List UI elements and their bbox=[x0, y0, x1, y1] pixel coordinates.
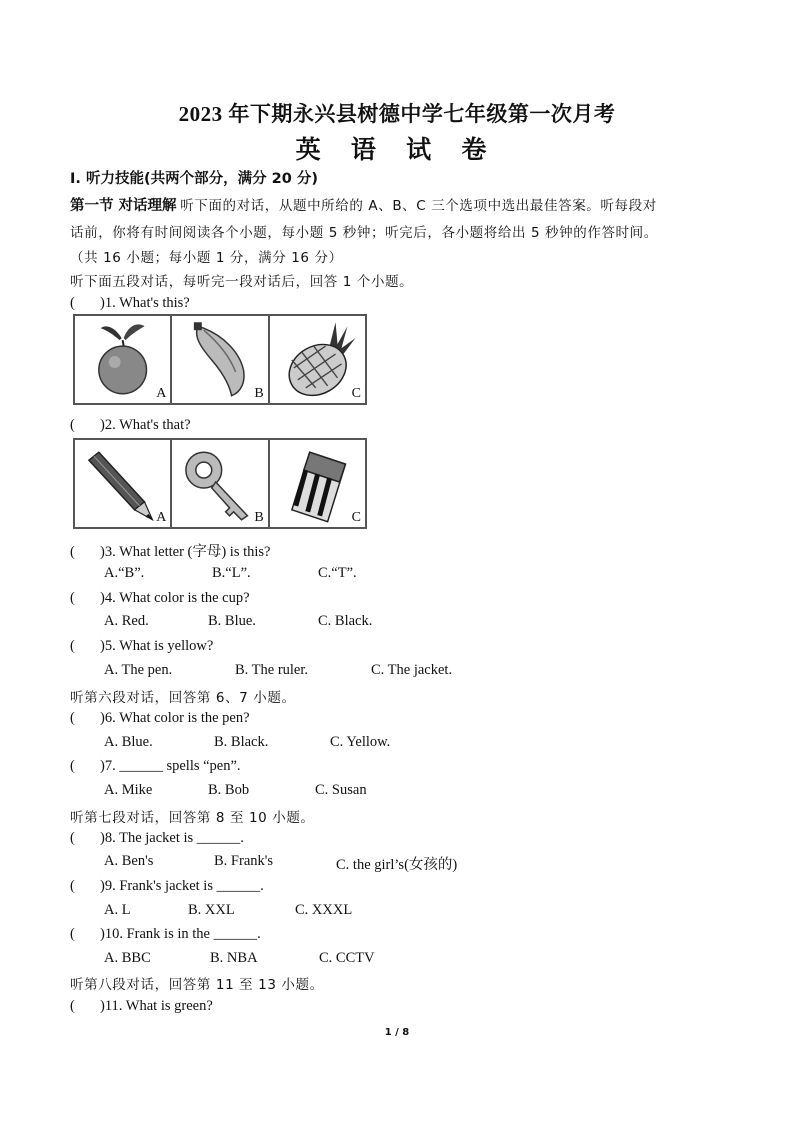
option-a[interactable]: A. Ben's bbox=[104, 853, 154, 869]
question-text: 4. What color is the cup? bbox=[104, 590, 250, 606]
picture-option-c bbox=[270, 440, 365, 527]
question-1: ( )1. What's this? bbox=[70, 295, 190, 311]
part1-heading: Ⅰ. 听力技能(共两个部分，满分 20 分) bbox=[70, 171, 318, 187]
question-7: ( )7. ______ spells “pen”. bbox=[70, 758, 241, 774]
question-3: ( )3. What letter (字母) is this? bbox=[70, 544, 271, 560]
option-a[interactable]: A. L bbox=[104, 902, 131, 918]
option-c[interactable]: C. The jacket. bbox=[371, 662, 453, 678]
question-2: ( )2. What's that? bbox=[70, 417, 191, 433]
option-a[interactable]: A. The pen. bbox=[104, 662, 173, 678]
option-c[interactable]: C. Susan bbox=[315, 782, 367, 798]
instruction-dialog-7: 听第七段对话，回答第 8 至 10 小题。 bbox=[70, 810, 315, 826]
option-b[interactable]: B. NBA bbox=[210, 950, 258, 966]
answer-blank[interactable]: ( bbox=[70, 417, 75, 433]
question-text: 1. What's this? bbox=[104, 295, 190, 311]
option-c[interactable]: C.“T”. bbox=[318, 565, 357, 581]
option-b[interactable]: B. XXL bbox=[188, 902, 235, 918]
option-a[interactable]: A. Blue. bbox=[104, 734, 153, 750]
option-a[interactable]: A. Mike bbox=[104, 782, 153, 798]
answer-blank[interactable]: ( bbox=[70, 638, 75, 654]
option-c[interactable]: C. Black. bbox=[318, 613, 373, 629]
question-1-pictures bbox=[73, 314, 367, 405]
question-6: ( )6. What color is the pen? bbox=[70, 710, 250, 726]
question-4: ( )4. What color is the cup? bbox=[70, 590, 250, 606]
answer-blank[interactable]: ( bbox=[70, 998, 75, 1014]
answer-blank[interactable]: ( bbox=[70, 544, 75, 560]
option-b[interactable]: B. Black. bbox=[214, 734, 269, 750]
question-text: 2. What's that? bbox=[104, 417, 191, 433]
exam-title: 2023 年下期永兴县树德中学七年级第一次月考 bbox=[178, 102, 616, 126]
question-10: ( )10. Frank is in the ______. bbox=[70, 926, 261, 942]
question-text: 7. ______ spells “pen”. bbox=[104, 758, 241, 774]
option-b[interactable]: B. The ruler. bbox=[235, 662, 309, 678]
picture-option-a bbox=[75, 440, 172, 527]
answer-blank[interactable]: ( bbox=[70, 295, 75, 311]
instruction-dialogs-1-5: 听下面五段对话，每听完一段对话后，回答 1 个小题。 bbox=[70, 274, 414, 290]
picture-label: A bbox=[156, 386, 167, 401]
answer-blank[interactable]: ( bbox=[70, 926, 75, 942]
question-text: 9. Frank's jacket is ______. bbox=[104, 878, 264, 894]
picture-option-c bbox=[270, 316, 365, 403]
picture-label: B bbox=[254, 386, 264, 401]
section1-label: 第一节 对话理解 bbox=[70, 198, 177, 214]
option-b[interactable]: B. Bob bbox=[208, 782, 250, 798]
question-11: ( )11. What is green? bbox=[70, 998, 213, 1014]
answer-blank[interactable]: ( bbox=[70, 758, 75, 774]
exam-subtitle: 英 语 试 卷 bbox=[295, 137, 499, 164]
option-c[interactable]: C. CCTV bbox=[319, 950, 375, 966]
question-text: 8. The jacket is ______. bbox=[104, 830, 244, 846]
question-5: ( )5. What is yellow? bbox=[70, 638, 214, 654]
answer-blank[interactable]: ( bbox=[70, 878, 75, 894]
picture-option-b bbox=[172, 440, 269, 527]
instruction-dialog-6: 听第六段对话，回答第 6、7 小题。 bbox=[70, 690, 296, 706]
option-b[interactable]: B. Frank's bbox=[214, 853, 274, 869]
section1-intro-line2: 话前，你将有时间阅读各个小题，每小题 5 秒钟；听完后，各小题将给出 5 秒钟的作答时间。 bbox=[70, 225, 658, 241]
option-b[interactable]: B. Blue. bbox=[208, 613, 256, 629]
picture-label: C bbox=[351, 386, 361, 401]
question-2-pictures bbox=[73, 438, 367, 529]
picture-option-b bbox=[172, 316, 269, 403]
answer-blank[interactable]: ( bbox=[70, 830, 75, 846]
picture-label: B bbox=[254, 510, 264, 525]
option-b[interactable]: B.“L”. bbox=[212, 565, 251, 581]
section1-intro-line1 bbox=[70, 194, 657, 215]
question-text: 5. What is yellow? bbox=[104, 638, 214, 654]
option-c[interactable]: C. Yellow. bbox=[330, 734, 391, 750]
instruction-dialog-8: 听第八段对话，回答第 11 至 13 小题。 bbox=[70, 977, 324, 993]
picture-option-a bbox=[75, 316, 172, 403]
question-9: ( )9. Frank's jacket is ______. bbox=[70, 878, 264, 894]
page-number: 1 / 8 bbox=[384, 1027, 410, 1038]
picture-label: A bbox=[156, 510, 167, 525]
section1-intro-line3: （共 16 小题；每小题 1 分，满分 16 分） bbox=[70, 250, 343, 266]
answer-blank[interactable]: ( bbox=[70, 590, 75, 606]
option-c[interactable]: C. XXXL bbox=[295, 902, 353, 918]
question-text: 6. What color is the pen? bbox=[104, 710, 250, 726]
answer-blank[interactable]: ( bbox=[70, 710, 75, 726]
question-text: 11. What is green? bbox=[104, 998, 213, 1014]
option-c[interactable]: C. the girl’s(女孩的) bbox=[336, 857, 458, 873]
question-text: 3. What letter (字母) is this? bbox=[104, 544, 271, 560]
question-8: ( )8. The jacket is ______. bbox=[70, 830, 244, 846]
section1-text1: 听下面的对话，从题中所给的 A、B、C 三个选项中选出最佳答案。听每段对 bbox=[180, 198, 657, 214]
question-text: 10. Frank is in the ______. bbox=[104, 926, 261, 942]
option-a[interactable]: A.“B”. bbox=[104, 565, 145, 581]
option-a[interactable]: A. BBC bbox=[104, 950, 151, 966]
option-a[interactable]: A. Red. bbox=[104, 613, 149, 629]
picture-label: C bbox=[351, 510, 361, 525]
